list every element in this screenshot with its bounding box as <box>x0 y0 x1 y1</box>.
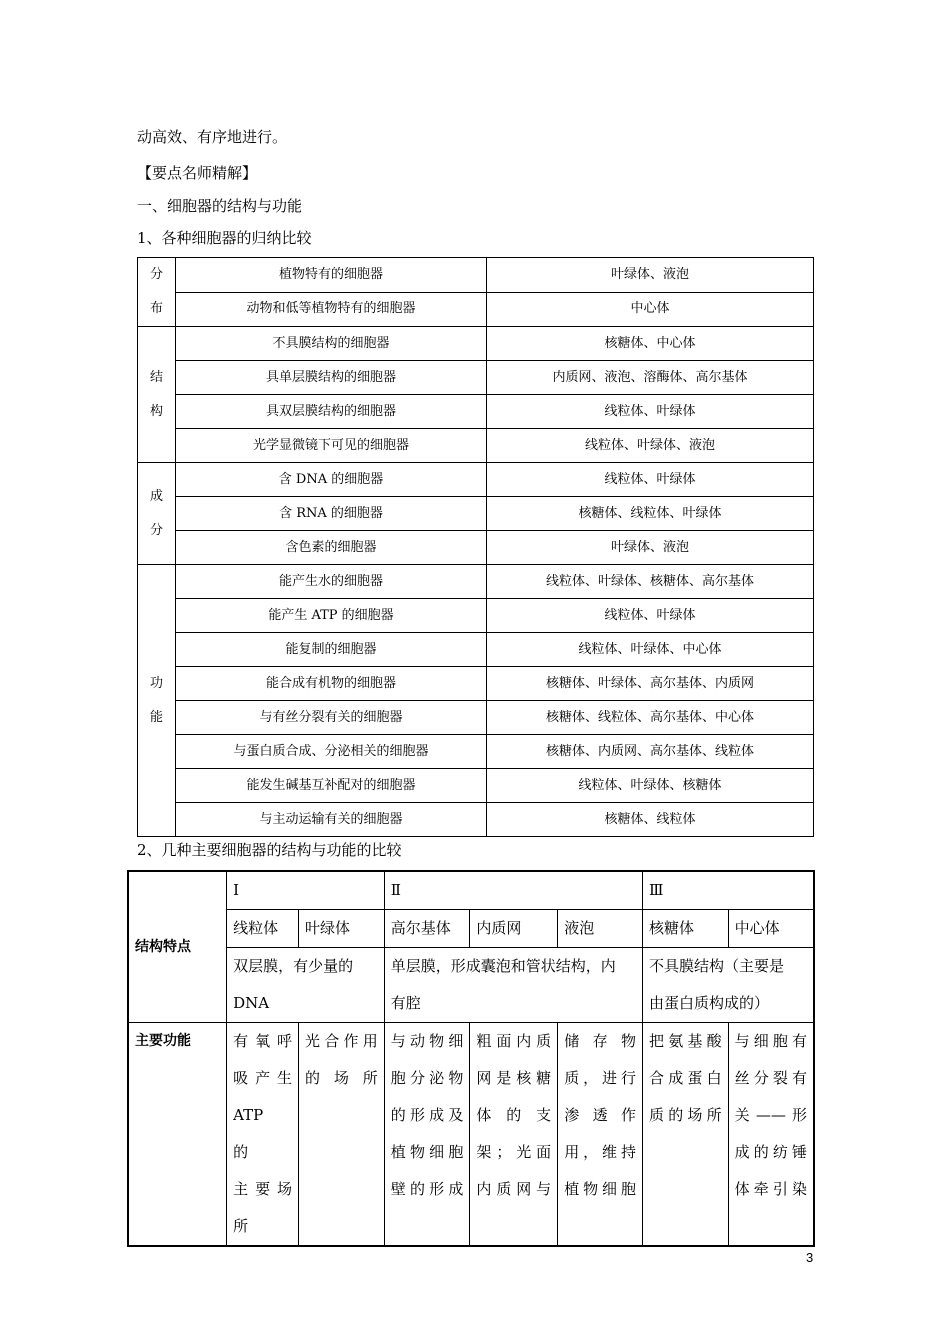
table-row <box>138 258 814 293</box>
organelle-list: 线粒体、叶绿体 <box>487 395 814 429</box>
table-row <box>138 429 814 463</box>
group-header-1: Ⅰ <box>227 871 385 910</box>
function-cell: 有氧呼 吸产生 ATP 的 主要场 所 <box>227 1023 299 1247</box>
organelle-name: 高尔基体 <box>384 910 470 948</box>
section-heading-organelles: 一、细胞器的结构与功能 <box>137 197 303 215</box>
subsection-heading-1: 1、各种细胞器的归纳比较 <box>137 229 312 247</box>
organelle-property: 植物特有的细胞器 <box>176 258 487 293</box>
organelle-property: 不具膜结构的细胞器 <box>176 327 487 361</box>
table-row <box>138 735 814 769</box>
organelle-list: 线粒体、叶绿体、中心体 <box>487 633 814 667</box>
row-header-structure: 结构特点 <box>128 871 227 1023</box>
organelle-property: 含 DNA 的细胞器 <box>176 463 487 497</box>
table-row <box>138 633 814 667</box>
organelle-list: 线粒体、叶绿体 <box>487 599 814 633</box>
structure-group-2: 单层膜，形成囊泡和管状结构，内 有腔 <box>384 948 642 1023</box>
organelle-name: 核糖体 <box>642 910 728 948</box>
organelle-name: 中心体 <box>728 910 814 948</box>
organelle-property: 与有丝分裂有关的细胞器 <box>176 701 487 735</box>
organelle-property: 具双层膜结构的细胞器 <box>176 395 487 429</box>
organelle-property: 能发生碱基互补配对的细胞器 <box>176 769 487 803</box>
group-header-3: Ⅲ <box>642 871 814 910</box>
organelle-name: 线粒体 <box>227 910 299 948</box>
organelle-list: 线粒体、叶绿体 <box>487 463 814 497</box>
organelle-name: 液泡 <box>558 910 643 948</box>
structure-group-3: 不具膜结构（主要是 由蛋白质构成的） <box>642 948 814 1023</box>
organelle-name: 内质网 <box>470 910 558 948</box>
organelle-list: 线粒体、叶绿体、液泡 <box>487 429 814 463</box>
organelle-property: 具单层膜结构的细胞器 <box>176 361 487 395</box>
organelle-name: 叶绿体 <box>299 910 385 948</box>
section-heading-key-points: 【要点名师精解】 <box>137 164 258 182</box>
table-row <box>138 667 814 701</box>
organelle-property: 含 RNA 的细胞器 <box>176 497 487 531</box>
organelle-list: 核糖体、线粒体、叶绿体 <box>487 497 814 531</box>
table-row <box>138 769 814 803</box>
category-cell: 结 构 <box>138 327 176 463</box>
structure-group-1: 双层膜，有少量的 DNA <box>227 948 385 1023</box>
table-row <box>138 497 814 531</box>
organelle-structure-function-table <box>127 870 815 1247</box>
table-row <box>138 701 814 735</box>
table-row <box>138 327 814 361</box>
function-cell: 光合作用 的场所 <box>299 1023 385 1247</box>
table-row <box>138 531 814 565</box>
page-number: 3 <box>806 1250 814 1265</box>
organelle-property: 与蛋白质合成、分泌相关的细胞器 <box>176 735 487 769</box>
organelle-property: 能复制的细胞器 <box>176 633 487 667</box>
function-cell: 储存物 质，进行 渗透作 用，维持 植物细胞 <box>558 1023 643 1247</box>
organelle-property: 光学显微镜下可见的细胞器 <box>176 429 487 463</box>
organelle-property: 含色素的细胞器 <box>176 531 487 565</box>
function-cell: 与细胞有 丝分裂有 关——形 成的纺锤 体牵引染 <box>728 1023 814 1247</box>
organelle-list: 叶绿体、液泡 <box>487 258 814 293</box>
organelle-property: 能合成有机物的细胞器 <box>176 667 487 701</box>
table-row <box>138 361 814 395</box>
organelle-list: 中心体 <box>487 292 814 327</box>
table-row <box>138 803 814 837</box>
organelle-list: 内质网、液泡、溶酶体、高尔基体 <box>487 361 814 395</box>
function-cell: 粗面内质 网是核糖 体的支 架；光面 内质网与 <box>470 1023 558 1247</box>
organelle-property: 能产生 ATP 的细胞器 <box>176 599 487 633</box>
subsection-heading-2: 2、几种主要细胞器的结构与功能的比较 <box>137 841 402 859</box>
organelle-list: 核糖体、线粒体、高尔基体、中心体 <box>487 701 814 735</box>
organelle-list: 线粒体、叶绿体、核糖体 <box>487 769 814 803</box>
function-cell: 与动物细 胞分泌物 的形成及 植物细胞 壁的形成 <box>384 1023 470 1247</box>
table-row <box>138 599 814 633</box>
table-row <box>138 292 814 327</box>
table-row <box>138 463 814 497</box>
organelle-property: 能产生水的细胞器 <box>176 565 487 599</box>
function-cell: 把氨基酸 合成蛋白 质的场所 <box>642 1023 728 1247</box>
organelle-list: 核糖体、内质网、高尔基体、线粒体 <box>487 735 814 769</box>
organelle-comparison-table <box>137 257 814 837</box>
table-row <box>138 565 814 599</box>
category-cell: 功 能 <box>138 565 176 837</box>
organelle-property: 与主动运输有关的细胞器 <box>176 803 487 837</box>
organelle-property: 动物和低等植物特有的细胞器 <box>176 292 487 327</box>
group-header-2: Ⅱ <box>384 871 642 910</box>
organelle-list: 核糖体、线粒体 <box>487 803 814 837</box>
organelle-list: 核糖体、中心体 <box>487 327 814 361</box>
organelle-list: 线粒体、叶绿体、核糖体、高尔基体 <box>487 565 814 599</box>
category-cell: 分 布 <box>138 258 176 327</box>
intro-line-1: 动高效、有序地进行。 <box>137 128 288 146</box>
organelle-list: 叶绿体、液泡 <box>487 531 814 565</box>
table-row <box>138 395 814 429</box>
row-header-function: 主要功能 <box>128 1023 227 1247</box>
category-cell: 成 分 <box>138 463 176 565</box>
organelle-list: 核糖体、叶绿体、高尔基体、内质网 <box>487 667 814 701</box>
